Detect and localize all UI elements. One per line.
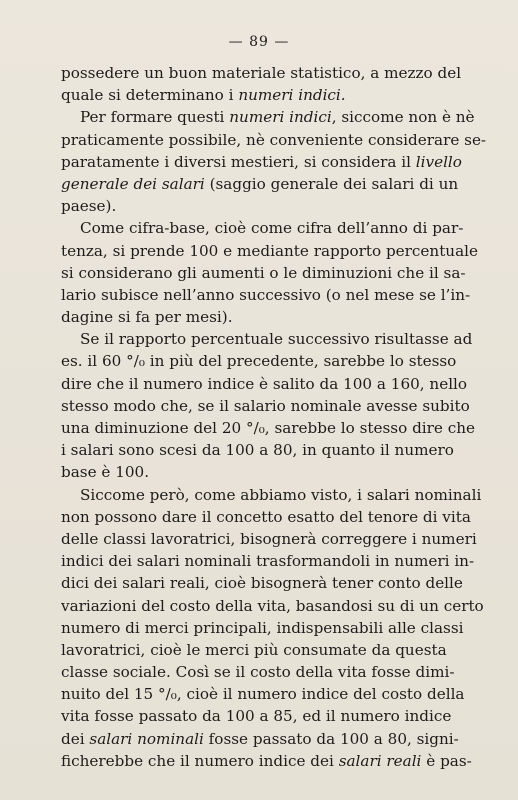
text-run: vita fosse passato da 100 a 85, ed il numero indice [61,707,452,726]
italic-text-run: numeri indici [229,108,332,127]
text-line [61,661,455,683]
text-run: paratamente i diversi mestieri, si considera il [61,152,416,171]
text-line [61,306,442,328]
text-run: delle classi lavoratrici, bisognerà correggere i numeri [61,529,477,548]
text-line [61,617,464,639]
text-run: è pas- [421,751,472,770]
text-line [61,506,471,528]
text-line [61,240,478,262]
text-run: Per formare questi [80,108,230,127]
text-run: si considerano gli aumenti o le diminuzioni che il sa- [61,263,466,282]
text-line [61,129,487,151]
text-line [61,173,459,195]
text-run: dagine si fa per mesi). [61,308,233,327]
text-run: non possono dare il concetto esatto del tenore di vita [61,507,471,526]
text-line [61,84,442,106]
text-run: Se il rapporto percentuale successivo risultasse ad [80,330,473,349]
text-line [61,417,476,439]
text-run: classe sociale. Così se il costo della vita fosse dimi- [61,663,455,682]
paragraph [61,62,462,106]
italic-text-run: generale dei salari [61,174,205,193]
text-run: lario subisce nell’anno successivo (o nel mese se l’in- [61,285,471,304]
text-run: es. il 60 °/₀ in più del precedente, sarebbe lo stesso [61,352,457,371]
paragraph [61,328,476,483]
text-run: stesso modo che, se il salario nominale avesse subito [61,396,470,415]
text-line [61,595,484,617]
italic-text-run: salari reali [338,751,422,770]
text-line [61,705,452,727]
text-run: , siccome non è nè [331,108,475,127]
text-run: dire che il numero indice è salito da 100 a 160, nello [61,374,468,393]
text-run: paese). [61,197,117,216]
text-run: nuito del 15 °/₀, cioè il numero indice del costo della [61,685,465,704]
text-line [61,639,447,661]
page-number: — 89 — [228,34,290,50]
text-run: tenza, si prende 100 e mediante rapporto percentuale [61,241,478,260]
text-line [61,262,466,284]
text-line [61,461,442,483]
text-run: Come cifra-base, cioè come cifra dell’anno di par- [80,219,464,238]
text-line [61,395,470,417]
paragraph [61,217,478,328]
paragraph [61,106,487,217]
text-run: lavoratrici, cioè le merci più consumate da questa [61,640,447,659]
text-line [61,151,462,173]
text-run: variazioni del costo della vita, basandosi su di un certo [61,596,484,615]
text-line [61,62,462,84]
text-run: ficherebbe che il numero indice dei [61,751,339,770]
text-run: numero di merci principali, indispensabili alle classi [61,618,464,637]
text-line [61,373,468,395]
text-line [61,350,457,372]
text-run: dei [61,729,90,748]
text-run: quale si determinano i [61,86,239,105]
text-line [61,528,477,550]
text-line [61,484,482,506]
text-line [61,328,473,350]
text-line [61,572,463,594]
text-line [61,683,465,705]
text-line [61,217,464,239]
text-run: praticamente possibile, nè conveniente considerare se- [61,130,487,149]
text-line [61,728,459,750]
text-run: fosse passato da 100 a 80, signi- [203,729,459,748]
italic-text-run: livello [415,152,462,171]
paragraph [61,484,484,772]
text-line [61,195,442,217]
text-run: Siccome però, come abbiamo visto, i salari nominali [80,485,482,504]
text-run: possedere un buon materiale statistico, a mezzo del [61,64,462,82]
text-run: indici dei salari nominali trasformandoli in numeri in- [61,552,475,571]
text-run: dici dei salari reali, cioè bisognerà tener conto delle [61,574,463,593]
text-run: base è 100. [61,463,150,482]
text-line [61,106,475,128]
italic-text-run: numeri indici. [238,86,346,105]
text-run: i salari sono scesi da 100 a 80, in quanto il numero [61,441,454,460]
text-line [61,284,471,306]
text-line [61,750,472,772]
text-run: una diminuzione del 20 °/₀, sarebbe lo stesso dire che [61,419,476,437]
italic-text-run: salari nominali [89,729,204,748]
body-text [61,62,487,772]
text-run: (saggio generale dei salari di un [204,174,459,193]
text-line [61,550,475,572]
text-line [61,439,454,461]
